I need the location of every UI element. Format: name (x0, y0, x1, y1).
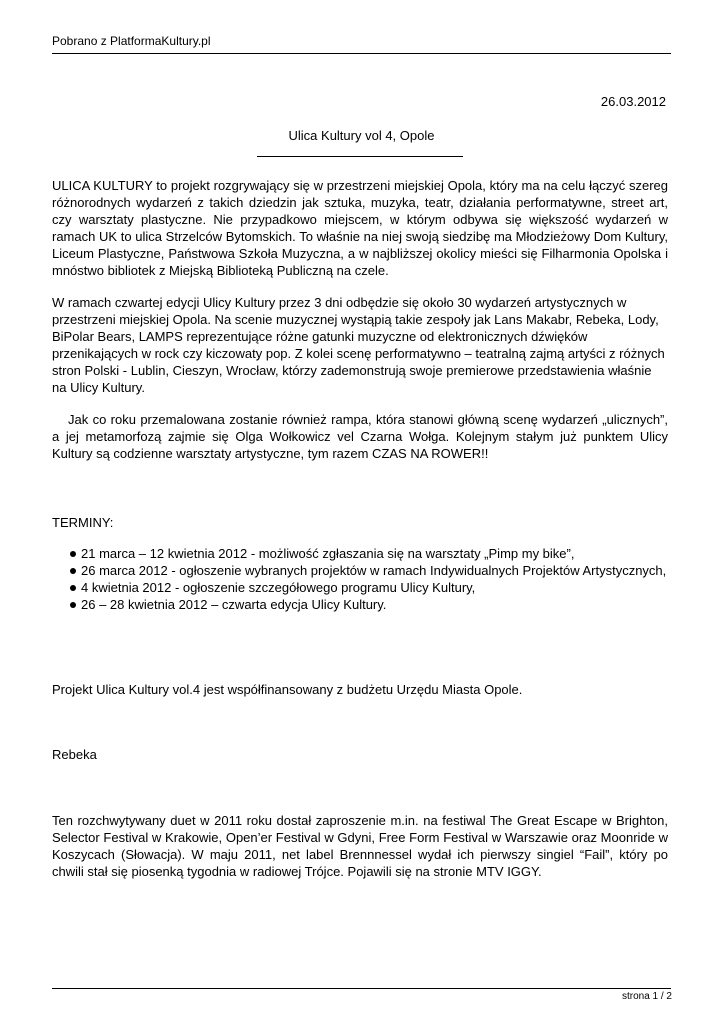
header-divider (52, 53, 671, 54)
list-item (52, 596, 668, 613)
term-text: 4 kwietnia 2012 - ogłoszenie szczegółowego programu Ulicy Kultury, (81, 580, 476, 595)
band-name: Rebeka (52, 747, 97, 762)
page-number: strona 1 / 2 (621, 991, 672, 1002)
bullet-icon (70, 585, 76, 591)
page-header-source: Pobrano z PlatformaKultury.pl (52, 34, 211, 48)
term-text: 21 marca – 12 kwietnia 2012 - możliwość zgłaszania się na warsztaty „Pimp my bike”, (81, 546, 575, 561)
title-underline (257, 156, 463, 157)
terms-list (52, 545, 668, 613)
list-item (52, 579, 668, 596)
bullet-icon (70, 602, 76, 608)
intro-paragraph: ULICA KULTURY to projekt rozgrywający się w przestrzeni miejskiej Opola, który ma na celu łączyć szereg różnorodnych wydarzeń z takich dziedzin jak sztuka, muzyka, teatr, działania performatywne, street art, czy warsztaty plastyczne. Nie przypadkowo miejscem, w którym odbywa się większość wydarzeń w ramach UK to ulica Strzelców Bytomskich. To właśnie na niej swoją siedzibę ma Młodzieżowy Dom Kultury, Liceum Plastyczne, Państwowa Szkoła Muzyczna, a w najbliższej okolicy mieści się Filharmonia Opolska i mnóstwo bibliotek z Miejską Biblioteką Publiczną na czele. (52, 178, 668, 278)
article-title: Ulica Kultury vol 4, Opole (288, 128, 435, 143)
band-description: Ten rozchwytywany duet w 2011 roku dostał zaproszenie m.in. na festiwal The Great Escape w Brighton, Selector Festival w Krakowie, Open’er Festival w Gdyni, Free Form Festival w Warszawie oraz Moonride w Koszycach (Słowacja). W maju 2011, net label Brennnessel wydał ich pierwszy singiel “Fail”, który po chwili stał się piosenką tygodnia w radiowej Trójce. Pojawili się na stronie MTV IGGY. (52, 813, 668, 879)
term-text: 26 marca 2012 - ogłoszenie wybranych projektów w ramach Indywidualnych Projektów Artystycznych, (81, 563, 667, 578)
footer-divider (52, 988, 671, 989)
bullet-icon (70, 551, 76, 557)
bullet-icon (70, 568, 76, 574)
list-item (52, 545, 668, 562)
funding-note: Projekt Ulica Kultury vol.4 jest współfinansowany z budżetu Urzędu Miasta Opole. (52, 682, 523, 697)
article-date: 26.03.2012 (600, 94, 666, 109)
term-text: 26 – 28 kwietnia 2012 – czwarta edycja Ulicy Kultury. (81, 597, 387, 612)
list-item (52, 562, 668, 579)
ramp-paragraph: Jak co roku przemalowana zostanie również rampa, która stanowi główną scenę wydarzeń „ulicznych”, a jej metamorfozą zajmie się Olga Wołkowicz vel Czarna Wołga. Kolejnym stałym już punktem Ulicy Kultury są codzienne warsztaty artystyczne, tym razem CZAS NA ROWER!! (52, 412, 668, 461)
terms-heading: TERMINY: (52, 515, 114, 530)
edition-paragraph: W ramach czwartej edycji Ulicy Kultury przez 3 dni odbędzie się około 30 wydarzeń artystycznych w przestrzeni miejskiej Opola. Na scenie muzycznej wystąpią takie zespoły jak Lans Makabr, Rebeka, Lody, BiPolar Bears, LAMPS reprezentujące różne gatunki muzyczne od elektronicznych dźwięków przenikających w rock czy kiczowaty pop. Z kolei scenę performatywno – teatralną zajmą artyści z różnych stron Polski - Lublin, Cieszyn, Wrocław, którzy zademonstrują swoje premierowe przedstawienia właśnie na Ulicy Kultury. (52, 295, 665, 395)
